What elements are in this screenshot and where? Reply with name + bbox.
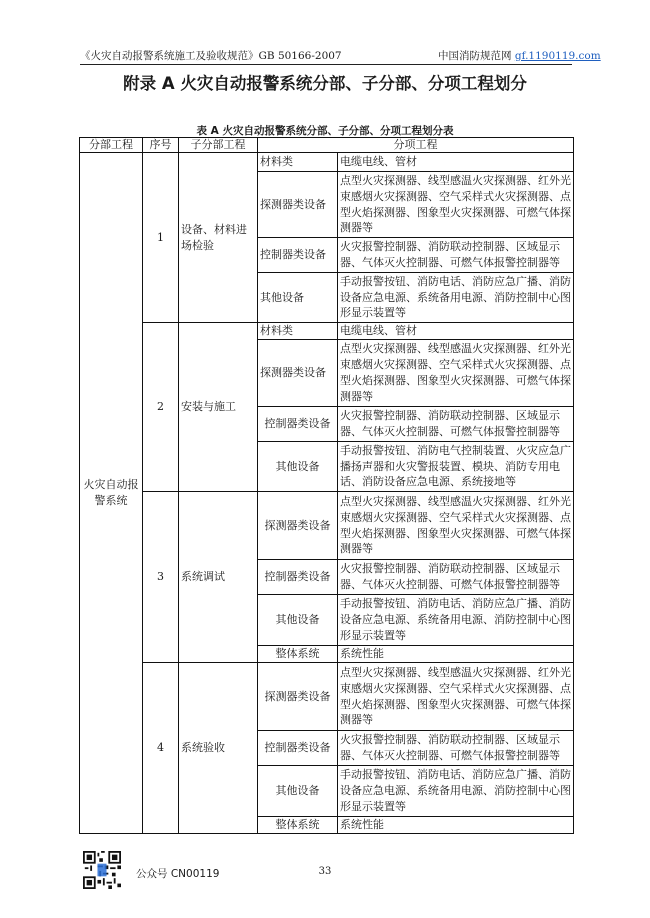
header-division: 分部工程 [80,138,143,153]
header-rule [80,64,572,65]
item-cell: 火灾报警控制器、消防联动控制器、区域显示器、气体灭火控制器、可燃气体报警控制器等 [338,731,574,766]
category-cell: 整体系统 [258,646,338,663]
header-number: 序号 [143,138,179,153]
sub-name: 安装与施工 [179,323,258,492]
category-cell: 探测器类设备 [258,172,338,238]
sub-number: 3 [143,492,179,663]
item-cell: 系统性能 [338,817,574,834]
sub-name: 设备、材料进场检验 [179,153,258,323]
item-cell: 电缆电线、管材 [338,153,574,172]
header-items: 分项工程 [258,138,574,153]
site-url-link[interactable]: gf.1190119.com [514,50,601,62]
division-table [79,137,574,834]
item-cell: 点型火灾探测器、线型感温火灾探测器、红外光束感烟火灾探测器、空气采样式火灾探测器、点型火焰探测器、图象型火灾探测器、可燃气体探测器等 [338,172,574,238]
category-cell: 其他设备 [258,766,338,817]
table-row [80,153,574,172]
sub-number: 1 [143,153,179,323]
item-cell: 手动报警按钮、消防电气控制装置、火灾应急广播扬声器和火灾警报装置、模块、消防专用电话、消防设备应急电源、系统接地等 [338,442,574,492]
category-cell: 整体系统 [258,817,338,834]
category-cell: 其他设备 [258,273,338,323]
sub-number: 4 [143,663,179,834]
category-cell: 控制器类设备 [258,407,338,442]
item-cell: 系统性能 [338,646,574,663]
item-cell: 电缆电线、管材 [338,323,574,340]
category-cell: 控制器类设备 [258,731,338,766]
table-row [80,323,574,340]
table-caption: 表 A 火灾自动报警系统分部、子分部、分项工程划分表 [196,125,454,137]
header-subdivision: 子分部工程 [179,138,258,153]
table-row [80,492,574,560]
running-header-title: 《火灾自动报警系统施工及验收规范》GB 50166-2007 [80,50,342,62]
footer-account: 公众号 CN00119 [136,868,220,880]
sub-name: 系统验收 [179,663,258,834]
category-cell: 探测器类设备 [258,492,338,560]
item-cell: 点型火灾探测器、线型感温火灾探测器、红外光束感烟火灾探测器、空气采样式火灾探测器、点型火焰探测器、图象型火灾探测器、可燃气体探测器等 [338,492,574,560]
category-cell: 其他设备 [258,595,338,646]
page-number: 33 [318,866,332,877]
category-cell: 控制器类设备 [258,238,338,273]
category-cell: 探测器类设备 [258,340,338,407]
division-cell: 火灾自动报警系统 [80,153,143,834]
item-cell: 手动报警按钮、消防电话、消防应急广播、消防设备应急电源、系统备用电源、消防控制中心图形显示装置等 [338,595,574,646]
category-cell: 探测器类设备 [258,663,338,731]
site-name: 中国消防规范网 [438,50,515,62]
sub-name: 系统调试 [179,492,258,663]
item-cell: 火灾报警控制器、消防联动控制器、区域显示器、气体灭火控制器、可燃气体报警控制器等 [338,238,574,273]
category-cell: 其他设备 [258,442,338,492]
item-cell: 手动报警按钮、消防电话、消防应急广播、消防设备应急电源、系统备用电源、消防控制中心图形显示装置等 [338,273,574,323]
item-cell: 火灾报警控制器、消防联动控制器、区域显示器、气体灭火控制器、可燃气体报警控制器等 [338,407,574,442]
item-cell: 点型火灾探测器、线型感温火灾探测器、红外光束感烟火灾探测器、空气采样式火灾探测器、点型火焰探测器、图象型火灾探测器、可燃气体探测器等 [338,340,574,407]
table-header-row [80,138,574,153]
item-cell: 手动报警按钮、消防电话、消防应急广播、消防设备应急电源、系统备用电源、消防控制中心图形显示装置等 [338,766,574,817]
category-cell: 材料类 [258,153,338,172]
appendix-title: 附录 A 火灾自动报警系统分部、子分部、分项工程划分 [123,74,527,93]
item-cell: 火灾报警控制器、消防联动控制器、区域显示器、气体灭火控制器、可燃气体报警控制器等 [338,560,574,595]
item-cell: 点型火灾探测器、线型感温火灾探测器、红外光束感烟火灾探测器、空气采样式火灾探测器、点型火焰探测器、图象型火灾探测器、可燃气体探测器等 [338,663,574,731]
category-cell: 控制器类设备 [258,560,338,595]
sub-number: 2 [143,323,179,492]
running-header-site [438,48,601,63]
table-row [80,663,574,731]
category-cell: 材料类 [258,323,338,340]
